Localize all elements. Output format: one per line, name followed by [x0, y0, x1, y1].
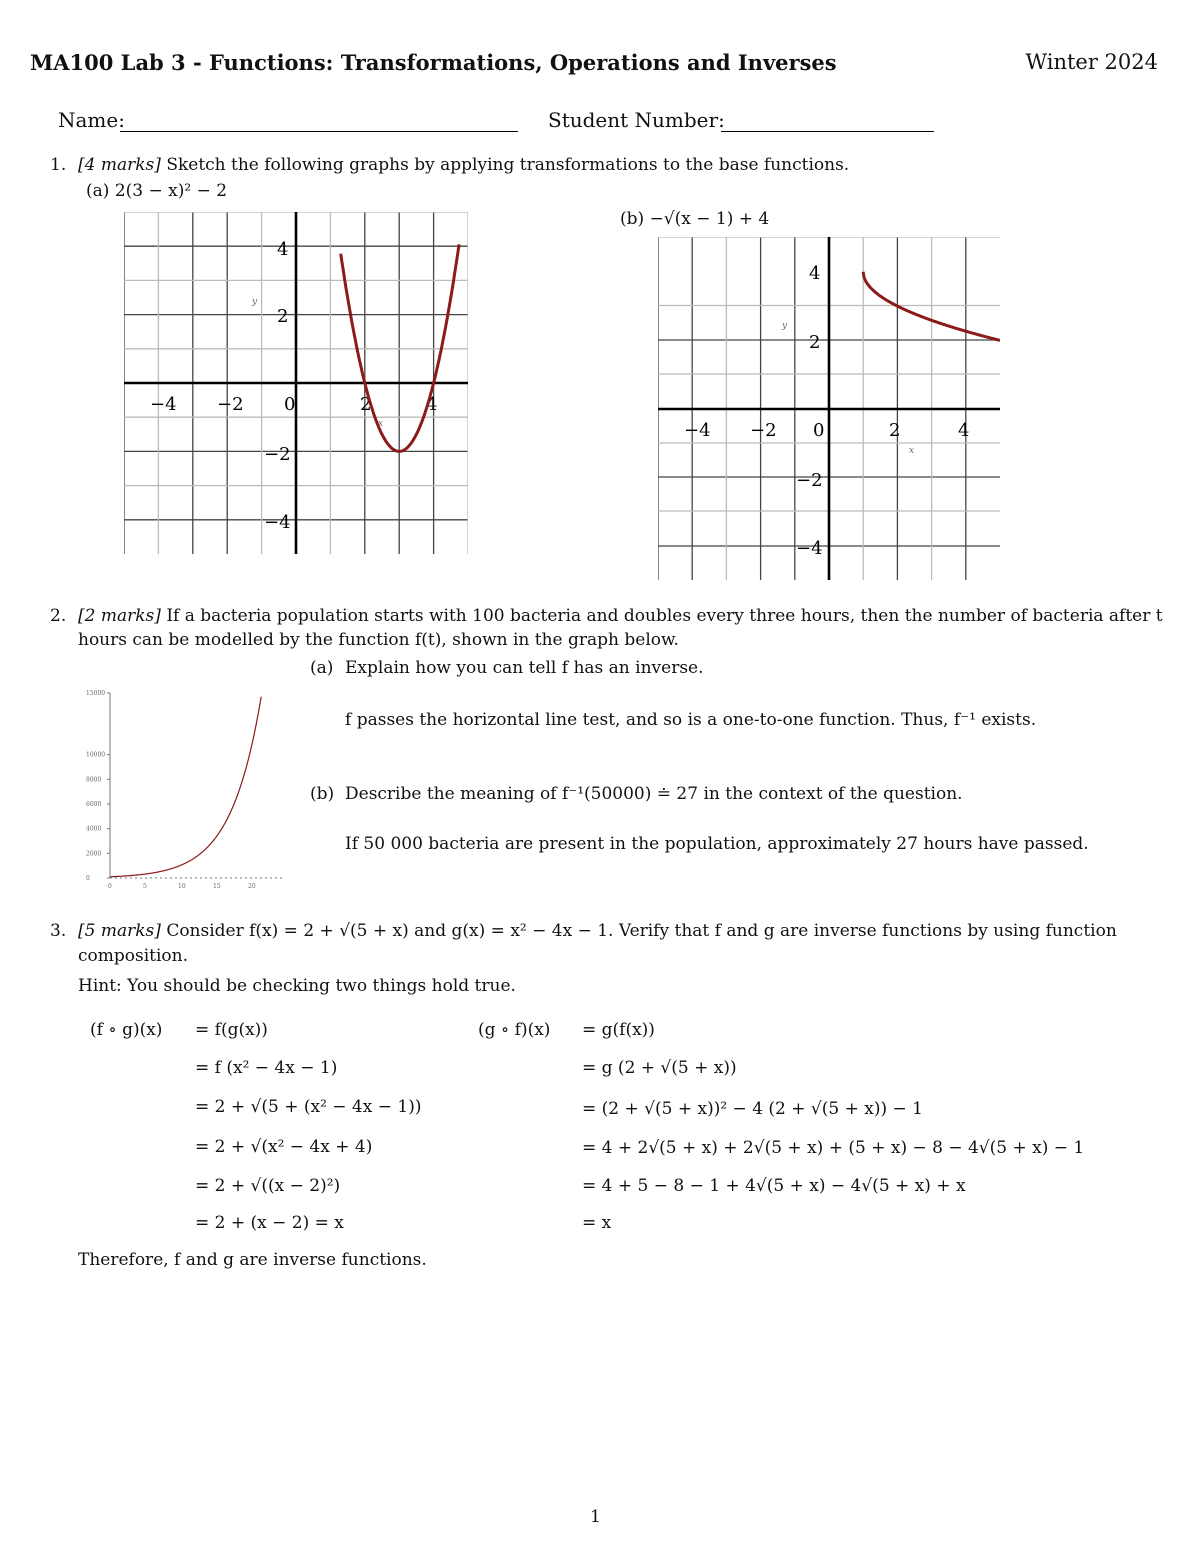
parabola-curve — [341, 244, 459, 451]
tick-label: 2 — [277, 306, 289, 327]
y-tick-label: 6000 — [86, 801, 102, 808]
y-tick-label: 8000 — [86, 776, 102, 784]
tick-label: 4 — [277, 239, 289, 260]
x-tick-label: 0 — [108, 883, 112, 890]
q2b-answer: If 50 000 bacteria are present in the population, approximately 27 hours have passed. — [345, 834, 1089, 854]
x-tick-label: 15 — [213, 883, 221, 890]
q2-number: 2. — [50, 606, 67, 626]
q2-marks: [2 marks] — [78, 606, 161, 626]
axis-label-y: y — [252, 297, 258, 307]
tick-label: −4 — [796, 538, 823, 559]
q2b-label: (b) — [310, 784, 335, 804]
gof-step: = x — [582, 1213, 612, 1233]
tick-label: 2 — [889, 420, 901, 441]
student-number-label: Student Number: — [548, 108, 725, 132]
exponential-curve — [110, 697, 261, 877]
tick-label: −4 — [264, 512, 291, 533]
q1-text: Sketch the following graphs by applying transformations to the base functions. — [166, 155, 850, 175]
q3-text-1: Consider f(x) = 2 + √(5 + x) and g(x) = x² − 4x − 1. Verify that f and g are inverse functions by using function — [166, 921, 1117, 941]
tick-label: 2 — [360, 394, 372, 415]
page-title — [30, 50, 837, 75]
q1b-expression: −√(x − 1) + 4 — [649, 209, 770, 229]
name-label: Name: — [58, 108, 125, 132]
q1b-label — [620, 209, 769, 229]
x-tick-label: 5 — [143, 883, 147, 890]
tick-label: −2 — [750, 420, 777, 441]
gof-lhs: (g ∘ f)(x) — [478, 1020, 551, 1040]
gof-step: = (2 + √(5 + x))² − 4 (2 + √(5 + x)) − 1 — [582, 1099, 923, 1119]
q1-number: 1. — [50, 155, 67, 175]
fog-step: = f(g(x)) — [195, 1020, 268, 1040]
fog-step: = 2 + √(x² − 4x + 4) — [195, 1137, 373, 1157]
axis-label-x: x — [378, 419, 384, 429]
tick-label: −2 — [264, 444, 291, 465]
term-label: Winter 2024 — [1025, 50, 1158, 74]
page-number: 1 — [590, 1507, 601, 1527]
bacteria-graph — [80, 688, 290, 893]
q3-prompt-line2: composition. — [78, 946, 189, 966]
q1-marks: [4 marks] — [78, 155, 161, 175]
q2a-answer: f passes the horizontal line test, and so is a one-to-one function. Thus, f⁻¹ exists. — [345, 710, 1037, 730]
gof-step: = 4 + 5 − 8 − 1 + 4√(5 + x) − 4√(5 + x) + x — [582, 1176, 966, 1196]
q1b-letter: (b) — [620, 209, 645, 229]
q1-prompt — [78, 155, 849, 175]
q2a-question: Explain how you can tell f has an inverse. — [345, 658, 704, 678]
tick-label: −2 — [796, 470, 823, 491]
axis-label-x: x — [909, 446, 915, 456]
q3-prompt-line1 — [78, 921, 1117, 941]
graph-a — [124, 212, 468, 554]
q3-number: 3. — [50, 921, 67, 941]
q1a-letter: (a) — [86, 181, 110, 201]
q2-prompt-line2: hours can be modelled by the function f(t), shown in the graph below. — [78, 630, 679, 650]
tick-label: 4 — [426, 394, 438, 415]
fog-lhs: (f ∘ g)(x) — [90, 1020, 163, 1040]
fog-step: = 2 + (x − 2) = x — [195, 1213, 344, 1233]
tick-label: 0 — [813, 420, 825, 441]
fog-step: = 2 + √((x − 2)²) — [195, 1176, 341, 1196]
x-tick-label: 20 — [248, 883, 256, 890]
graph-b — [658, 237, 1000, 580]
tick-label: 0 — [284, 394, 296, 415]
tick-label: −2 — [217, 394, 244, 415]
q2a-label: (a) — [310, 658, 334, 678]
student-number-blank[interactable] — [721, 131, 934, 132]
q3-conclusion: Therefore, f and g are inverse functions. — [78, 1250, 427, 1270]
fog-step: = f (x² − 4x − 1) — [195, 1058, 338, 1078]
q1a-label — [86, 181, 227, 201]
y-tick-label: 2000 — [86, 850, 102, 858]
q3-marks: [5 marks] — [78, 921, 161, 941]
gof-step: = 4 + 2√(5 + x) + 2√(5 + x) + (5 + x) − 8 − 4√(5 + x) − 1 — [582, 1138, 1085, 1158]
name-blank[interactable] — [120, 131, 518, 132]
gof-step: = g (2 + √(5 + x)) — [582, 1058, 737, 1078]
y-tick-label: 10000 — [86, 751, 106, 759]
tick-label: 2 — [809, 332, 821, 353]
q1a-expression: 2(3 − x)² − 2 — [114, 181, 228, 201]
y-tick-label: 4000 — [86, 825, 102, 833]
x-tick-label: 10 — [178, 883, 186, 890]
tick-label: 4 — [958, 420, 970, 441]
tick-label: 4 — [809, 263, 821, 284]
tick-label: −4 — [684, 420, 711, 441]
axis-label-y: y — [782, 321, 788, 331]
gof-step: = g(f(x)) — [582, 1020, 655, 1040]
fog-step: = 2 + √(5 + (x² − 4x − 1)) — [195, 1097, 422, 1117]
y-tick-label: 15000 — [86, 690, 106, 697]
title-text: MA100 Lab 3 - Functions: Transformations, Operations and Inverses — [30, 50, 837, 75]
q2-text-1: If a bacteria population starts with 100 bacteria and doubles every three hours, then the number of bacteria after t — [166, 606, 1163, 626]
q2b-question: Describe the meaning of f⁻¹(50000) ≐ 27 in the context of the question. — [345, 784, 963, 804]
y-tick-label: 0 — [86, 875, 90, 882]
q3-hint: Hint: You should be checking two things hold true. — [78, 976, 516, 996]
q2-prompt-line1 — [78, 606, 1163, 626]
tick-label: −4 — [150, 394, 177, 415]
